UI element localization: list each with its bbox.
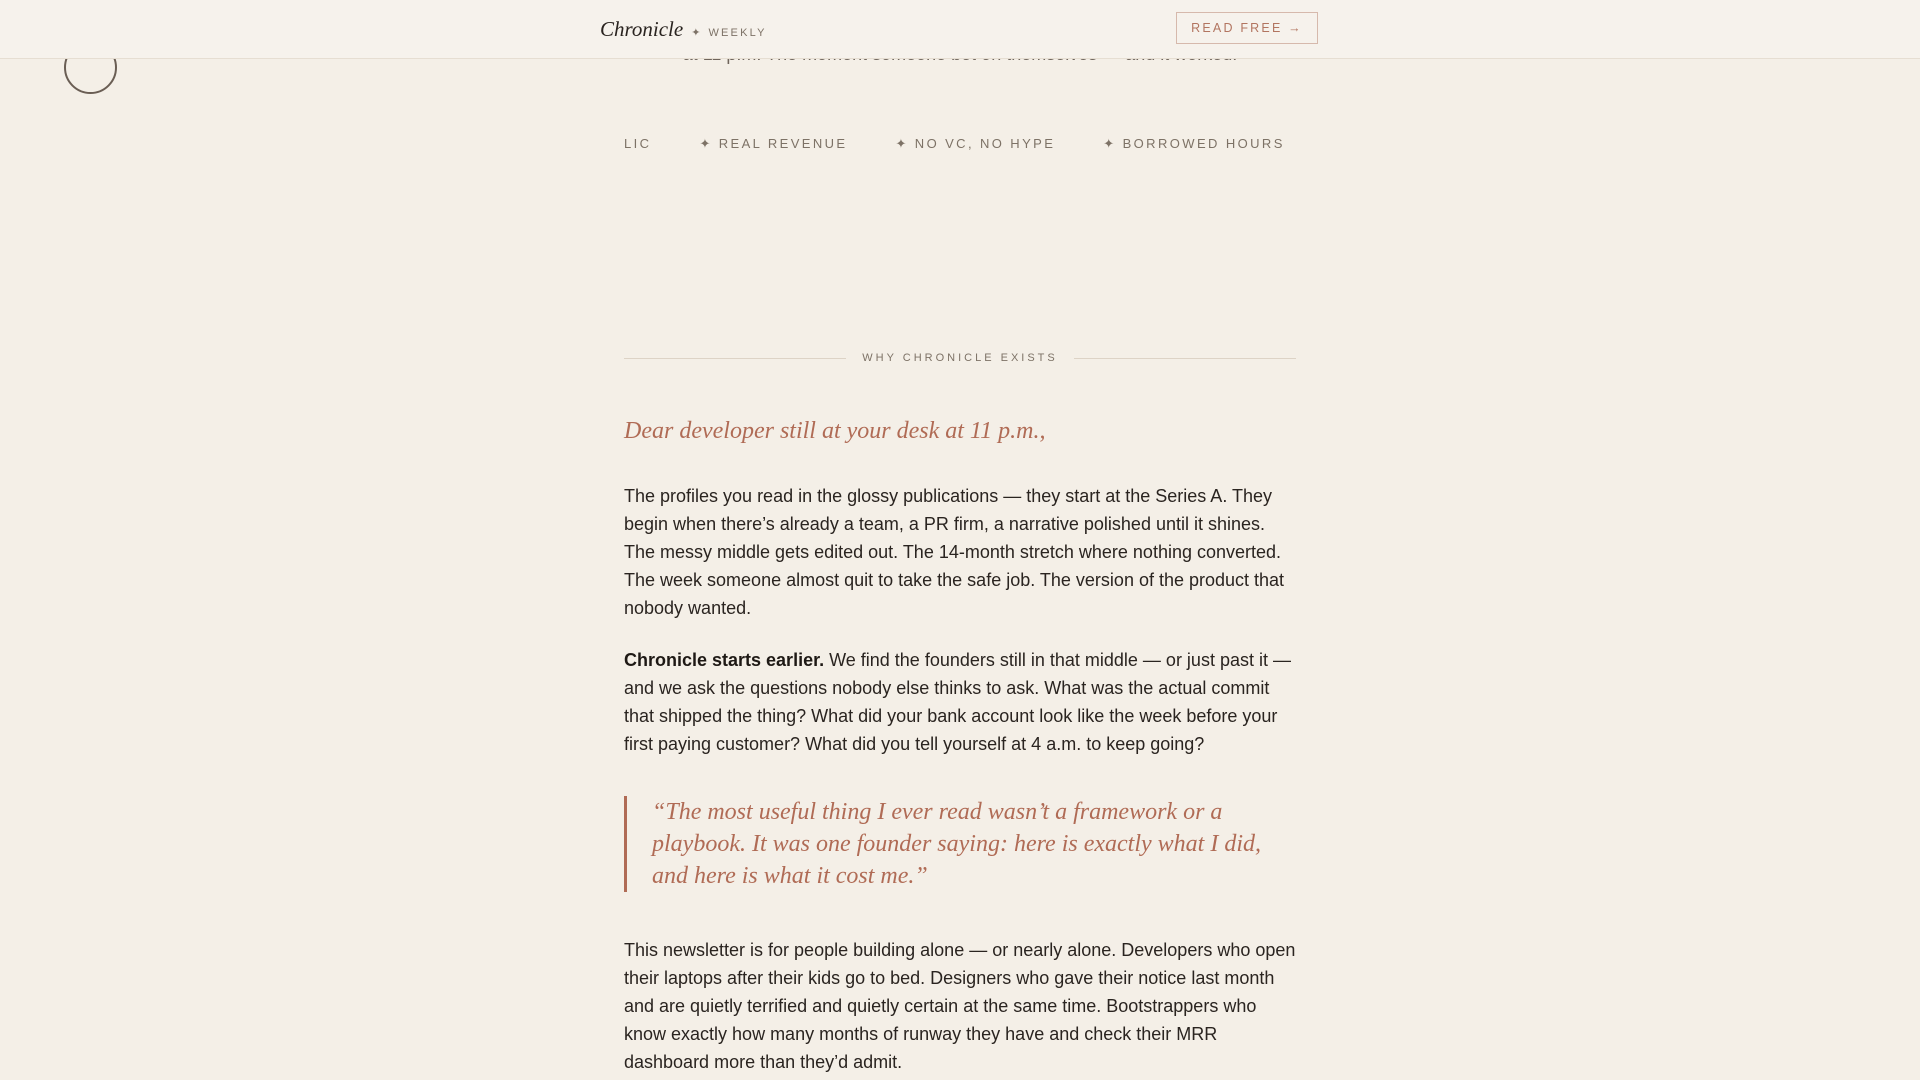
section-divider: [624, 352, 1296, 364]
section-heading: WHY CHRONICLE EXISTS: [862, 352, 1058, 364]
tag-strip: [624, 136, 1285, 152]
divider-rule-right: [1074, 358, 1296, 359]
tag-item: ✦ REAL REVENUE: [699, 136, 848, 151]
divider-rule-left: [624, 358, 846, 359]
paragraph-text: We find the founders still in that middle — or just past it — and we ask the questions nobody else thinks to ask. What was the actual commit that shipped the thing? What did your bank account look like the week before your first paying customer? What did you tell yourself at 4 a.m. to keep going?: [624, 650, 1291, 754]
letter-paragraph: This newsletter is for people building alone — or nearly alone. Developers who open their laptops after their kids go to bed. Designers who gave their notice last month and are quietly terrified and quietly certain at the same time. Bootstrappers who know exactly how many months of runway they have and check their MRR dashboard more than they’d admit.: [624, 940, 1296, 1072]
sparkle-icon: ✦: [691, 27, 701, 39]
paragraph-lead: Chronicle starts earlier.: [624, 650, 825, 670]
brand-tagline: WEEKLY: [708, 27, 767, 39]
tag-item: LIC: [624, 136, 652, 151]
brand[interactable]: [600, 17, 767, 42]
brand-name: Chronicle: [600, 17, 684, 41]
read-free-button[interactable]: READ FREE →: [1176, 12, 1318, 44]
top-navigation-bar: [0, 0, 1920, 59]
letter-salutation: Dear developer still at your desk at 11 p.m.,: [624, 418, 1046, 444]
pull-quote: “The most useful thing I ever read wasn’t a framework or a playbook. It was one founder saying: here is exactly what I did, and here is what it cost me.”: [624, 796, 1296, 892]
letter-paragraph: The profiles you read in the glossy publications — they start at the Series A. They begin when there’s already a team, a PR firm, a narrative polished until it shines. The messy middle gets edited out. The 14-month stretch where nothing converted. The week someone almost quit to take the safe job. The version of the product that nobody wanted.: [624, 486, 1285, 618]
tag-item: ✦ BORROWED HOURS: [1103, 136, 1285, 151]
letter-body: [624, 412, 1296, 1080]
letter-paragraph: [624, 646, 1296, 758]
tag-item: ✦ NO VC, NO HYPE: [895, 136, 1056, 151]
